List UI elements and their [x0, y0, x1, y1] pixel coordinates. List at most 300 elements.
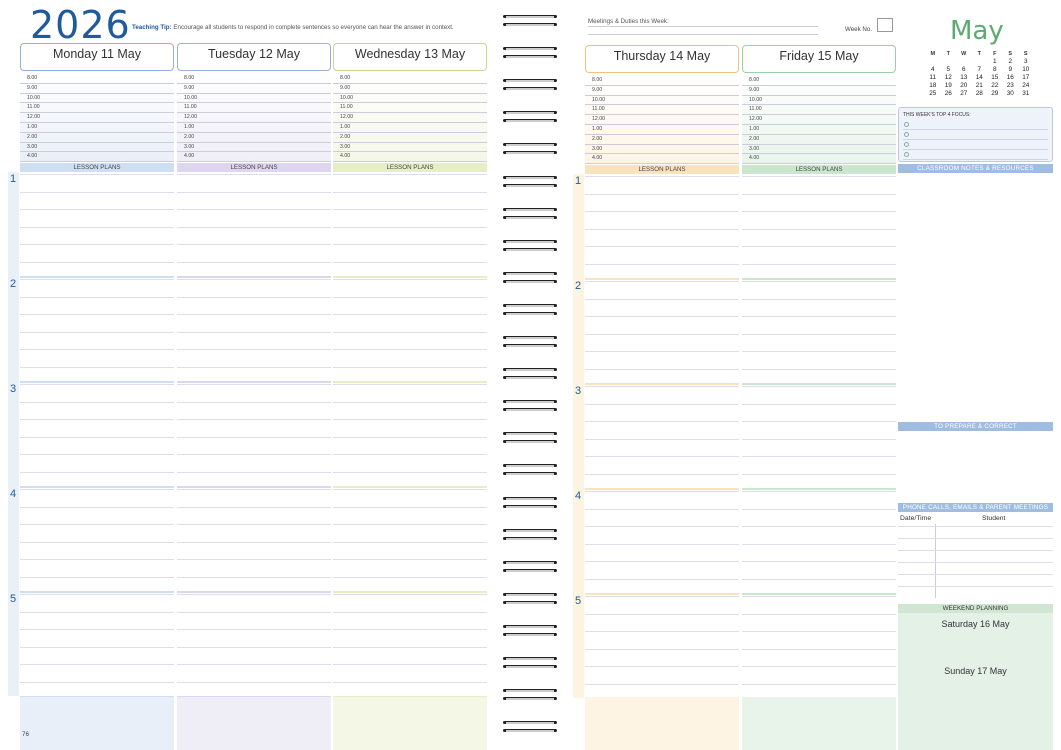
ruled-line: [20, 542, 174, 543]
binding-ring: [503, 176, 557, 188]
period-divider: [742, 593, 896, 595]
time-slot: 4.00: [333, 152, 487, 162]
ruled-line: [177, 437, 331, 438]
calendar-day[interactable]: 6: [961, 65, 966, 73]
calendar-day[interactable]: 7: [977, 65, 982, 73]
ruled-line: [585, 579, 739, 580]
ruled-line: [177, 192, 331, 193]
ruled-line: [20, 192, 174, 193]
sunday-label: Sunday 17 May: [944, 666, 1007, 676]
time-slot: 10.00: [742, 96, 896, 106]
calendar-day[interactable]: 30: [1006, 89, 1014, 97]
lesson-column: [585, 174, 739, 750]
ruled-line: [742, 211, 896, 212]
ruled-line: [20, 349, 174, 350]
focus-label: THIS WEEK'S TOP 4 FOCUS:: [903, 112, 971, 118]
calendar-day[interactable]: 11: [929, 73, 937, 81]
ruled-line: [177, 507, 331, 508]
ruled-line: [20, 262, 174, 263]
ruled-line: [20, 437, 174, 438]
binding-ring: [503, 561, 557, 573]
time-slot: 11.00: [742, 105, 896, 115]
time-slots: [20, 74, 174, 162]
column-footer: [333, 697, 487, 750]
ruled-line: [20, 419, 174, 420]
time-slot: 10.00: [585, 96, 739, 106]
week-no-box[interactable]: [877, 18, 893, 32]
ruled-line: [742, 421, 896, 422]
ruled-line: [20, 367, 174, 368]
binding-ring: [503, 529, 557, 541]
day-header: Thursday 14 May: [585, 45, 739, 73]
calendar-day[interactable]: 26: [944, 89, 952, 97]
calendar-day[interactable]: 29: [991, 89, 999, 97]
ruled-line: [585, 439, 739, 440]
ruled-line: [333, 664, 487, 665]
ruled-line: [742, 334, 896, 335]
ruled-line: [585, 264, 739, 265]
ruled-line: [333, 612, 487, 613]
ruled-line: [742, 176, 896, 177]
period-divider: [333, 591, 487, 593]
lesson-plans-label: LESSON PLANS: [20, 163, 174, 172]
period-divider: [177, 381, 331, 383]
focus-row[interactable]: [903, 150, 1048, 160]
calendar-day[interactable]: 27: [960, 89, 968, 97]
ruled-line: [333, 244, 487, 245]
lesson-plans-label: LESSON PLANS: [333, 163, 487, 172]
period-number: 2: [575, 280, 582, 292]
ruled-line: [177, 314, 331, 315]
phone-band: PHONE CALLS, EMAILS & PARENT MEETINGS: [898, 503, 1053, 512]
lesson-column: [333, 172, 487, 750]
time-slot: 9.00: [20, 84, 174, 94]
ruled-line: [177, 594, 331, 595]
ruled-line: [333, 402, 487, 403]
ruled-line: [177, 279, 331, 280]
ruled-line: [585, 334, 739, 335]
tip-text: Encourage all students to respond in complete sentences so everyone can hear the answer in context.: [173, 24, 454, 31]
period-divider: [177, 486, 331, 488]
ruled-line: [177, 454, 331, 455]
ruled-line: [585, 211, 739, 212]
ruled-line: [742, 351, 896, 352]
time-slot: 10.00: [333, 94, 487, 104]
day-header: Wednesday 13 May: [333, 43, 487, 71]
calendar-day[interactable]: [956, 57, 972, 65]
ruled-line: [585, 561, 739, 562]
time-slot: 9.00: [333, 84, 487, 94]
ruled-line: [333, 174, 487, 175]
calendar-day[interactable]: [972, 57, 988, 65]
calendar-day[interactable]: 16: [1006, 73, 1014, 81]
ruled-line: [177, 542, 331, 543]
ruled-line: [742, 596, 896, 597]
ruled-line: [20, 612, 174, 613]
time-slots: [333, 74, 487, 162]
focus-box: [898, 107, 1053, 162]
focus-row[interactable]: [903, 120, 1048, 130]
ruled-line: [742, 544, 896, 545]
calendar-day[interactable]: 22: [991, 81, 999, 89]
time-slot: 9.00: [585, 86, 739, 96]
period-number: 1: [10, 173, 17, 185]
period-number: 5: [10, 593, 17, 605]
ruled-line: [742, 649, 896, 650]
ruled-line: [742, 229, 896, 230]
focus-checkbox-icon[interactable]: [904, 142, 909, 147]
ruled-line: [20, 454, 174, 455]
calendar-day[interactable]: 18: [929, 81, 937, 89]
period-number: 4: [10, 488, 17, 500]
calendar-day[interactable]: 12: [944, 73, 952, 81]
teaching-tip: [132, 24, 454, 31]
time-slot: 12.00: [333, 113, 487, 123]
ruled-line: [333, 227, 487, 228]
ruled-line: [333, 367, 487, 368]
time-slot: 2.00: [333, 133, 487, 143]
weekday-header: W: [961, 51, 967, 57]
ruled-line: [585, 246, 739, 247]
ruled-line: [742, 666, 896, 667]
ruled-line: [333, 524, 487, 525]
time-slot: 12.00: [20, 113, 174, 123]
binding-ring: [503, 497, 557, 509]
ruled-line: [742, 614, 896, 615]
ruled-line: [20, 664, 174, 665]
period-divider: [585, 278, 739, 280]
time-slot: 3.00: [20, 143, 174, 153]
time-slot: 8.00: [585, 76, 739, 86]
day-header: Monday 11 May: [20, 43, 174, 71]
binding-ring: [503, 368, 557, 380]
period-divider: [333, 486, 487, 488]
binding-ring: [503, 47, 557, 59]
ruled-line: [177, 297, 331, 298]
ruled-line: [333, 279, 487, 280]
calendar-day[interactable]: 24: [1022, 81, 1030, 89]
calendar-day[interactable]: 28: [975, 89, 983, 97]
time-slot: 8.00: [20, 74, 174, 84]
binding-ring: [503, 689, 557, 701]
time-slot: 2.00: [20, 133, 174, 143]
weekday-header: F: [993, 51, 997, 57]
time-slot: 11.00: [333, 103, 487, 113]
time-slot: 12.00: [177, 113, 331, 123]
time-slot: 4.00: [585, 154, 739, 164]
calendar-day[interactable]: 4: [930, 65, 935, 73]
ruled-line: [585, 404, 739, 405]
ruled-line: [585, 351, 739, 352]
binding-ring: [503, 657, 557, 669]
calendar-day[interactable]: 20: [960, 81, 968, 89]
calendar-day[interactable]: 31: [1022, 89, 1030, 97]
time-slot: 1.00: [177, 123, 331, 133]
period-divider: [585, 593, 739, 595]
focus-list: [899, 120, 1052, 160]
period-number: 2: [10, 278, 17, 290]
focus-checkbox-icon[interactable]: [904, 132, 909, 137]
ruled-line: [585, 509, 739, 510]
period-number: 5: [575, 595, 582, 607]
ruled-line: [20, 174, 174, 175]
period-divider: [20, 486, 174, 488]
ruled-line: [177, 489, 331, 490]
ruled-line: [333, 192, 487, 193]
period-number: 1: [575, 175, 582, 187]
calendar-day[interactable]: [941, 57, 957, 65]
calendar-day[interactable]: 9: [1008, 65, 1013, 73]
ruled-line: [742, 369, 896, 370]
ruled-line: [585, 526, 739, 527]
phone-line: [898, 538, 1053, 539]
ruled-line: [742, 509, 896, 510]
calendar-day[interactable]: 14: [975, 73, 983, 81]
ruled-line: [177, 682, 331, 683]
period-gutter-right: [573, 174, 584, 698]
page-number-left: 76: [22, 731, 30, 738]
week-no-label: Week No.: [845, 26, 873, 33]
period-gutter-left: [8, 172, 19, 696]
calendar-day[interactable]: 23: [1006, 81, 1014, 89]
date-time-header: Date/Time: [900, 515, 932, 522]
time-slot: 1.00: [20, 123, 174, 133]
binding-ring: [503, 625, 557, 637]
lesson-column: [20, 172, 174, 750]
ruled-line: [20, 472, 174, 473]
weekday-header: T: [946, 51, 950, 57]
binding-ring: [503, 721, 557, 733]
ruled-line: [585, 316, 739, 317]
time-slot: 8.00: [177, 74, 331, 84]
ruled-line: [742, 491, 896, 492]
binding-ring: [503, 464, 557, 476]
ruled-line: [333, 437, 487, 438]
calendar-day[interactable]: 13: [960, 73, 968, 81]
ruled-line: [20, 314, 174, 315]
ruled-line: [333, 507, 487, 508]
saturday-label: Saturday 16 May: [941, 619, 1010, 629]
time-slot: 12.00: [585, 115, 739, 125]
time-slot: 1.00: [742, 125, 896, 135]
ruled-line: [177, 629, 331, 630]
binding-ring: [503, 272, 557, 284]
period-number: 3: [10, 383, 17, 395]
ruled-line: [20, 507, 174, 508]
focus-row[interactable]: [903, 130, 1048, 140]
ruled-line: [585, 281, 739, 282]
ruled-line: [333, 489, 487, 490]
time-slot: 11.00: [585, 105, 739, 115]
calendar-day[interactable]: 21: [975, 81, 983, 89]
ruled-line: [177, 367, 331, 368]
ruled-line: [585, 194, 739, 195]
time-slot: 4.00: [177, 152, 331, 162]
calendar-day[interactable]: 17: [1022, 73, 1030, 81]
ruled-line: [177, 174, 331, 175]
time-slot: 2.00: [742, 135, 896, 145]
column-footer: [742, 697, 896, 750]
calendar-day[interactable]: 3: [1023, 57, 1028, 65]
lesson-plans-label: LESSON PLANS: [585, 165, 739, 174]
period-divider: [20, 591, 174, 593]
binding-ring: [503, 432, 557, 444]
ruled-line: [742, 439, 896, 440]
ruled-line: [333, 577, 487, 578]
ruled-line: [585, 369, 739, 370]
column-footer: [585, 697, 739, 750]
time-slot: 9.00: [742, 86, 896, 96]
period-divider: [333, 276, 487, 278]
phone-line: [898, 550, 1053, 551]
ruled-line: [177, 384, 331, 385]
phone-line: [898, 526, 1053, 527]
time-slot: 4.00: [742, 154, 896, 164]
ruled-line: [742, 264, 896, 265]
ruled-line: [177, 262, 331, 263]
classroom-notes-band: CLASSROOM NOTES & RESOURCES: [898, 164, 1053, 173]
ruled-line: [20, 279, 174, 280]
ruled-line: [177, 612, 331, 613]
time-slot: 8.00: [742, 76, 896, 86]
time-slots: [742, 76, 896, 164]
ruled-line: [20, 384, 174, 385]
binding-ring: [503, 111, 557, 123]
time-slot: 2.00: [177, 133, 331, 143]
ruled-line: [585, 596, 739, 597]
binding-ring: [503, 143, 557, 155]
ruled-line: [585, 386, 739, 387]
column-footer: [20, 697, 174, 750]
ruled-line: [585, 491, 739, 492]
ruled-line: [20, 629, 174, 630]
ruled-line: [20, 577, 174, 578]
ruled-line: [333, 349, 487, 350]
ruled-line: [585, 299, 739, 300]
time-slot: 12.00: [742, 115, 896, 125]
calendar-day[interactable]: 5: [946, 65, 951, 73]
period-divider: [742, 383, 896, 385]
binding-ring: [503, 79, 557, 91]
calendar-day[interactable]: 25: [929, 89, 937, 97]
month-title: May: [950, 16, 1004, 46]
time-slots: [177, 74, 331, 162]
ruled-line: [585, 614, 739, 615]
ruled-line: [585, 229, 739, 230]
ruled-line: [333, 542, 487, 543]
period-number: 4: [575, 490, 582, 502]
period-divider: [742, 488, 896, 490]
weekend-band: WEEKEND PLANNING: [898, 604, 1053, 613]
ruled-line: [333, 209, 487, 210]
ruled-line: [177, 209, 331, 210]
ruled-line: [333, 594, 487, 595]
period-divider: [20, 276, 174, 278]
ruled-line: [177, 419, 331, 420]
ruled-line: [742, 579, 896, 580]
binding-ring: [503, 336, 557, 348]
ruled-line: [585, 474, 739, 475]
lesson-plans-label: LESSON PLANS: [742, 165, 896, 174]
ruled-line: [333, 419, 487, 420]
ruled-line: [177, 349, 331, 350]
time-slot: 11.00: [20, 103, 174, 113]
prepare-band: TO PREPARE & CORRECT: [898, 422, 1053, 431]
ruled-line: [585, 456, 739, 457]
weekday-header: M: [930, 51, 936, 57]
calendar-day[interactable]: 1: [992, 57, 997, 65]
binding-ring: [503, 15, 557, 27]
lesson-plans-label: LESSON PLANS: [177, 163, 331, 172]
time-slot: 11.00: [177, 103, 331, 113]
year-heading: 2026: [30, 3, 131, 47]
ruled-line: [742, 561, 896, 562]
weekday-header: S: [1008, 51, 1013, 57]
ruled-line: [333, 314, 487, 315]
ruled-line: [20, 244, 174, 245]
ruled-line: [333, 454, 487, 455]
period-divider: [20, 381, 174, 383]
ruled-line: [585, 631, 739, 632]
calendar-day[interactable]: 19: [944, 81, 952, 89]
period-divider: [585, 488, 739, 490]
binding-ring: [503, 400, 557, 412]
binding-ring: [503, 593, 557, 605]
calendar-day[interactable]: 8: [992, 65, 997, 73]
ruled-line: [20, 594, 174, 595]
ruled-line: [177, 577, 331, 578]
ruled-line: [177, 647, 331, 648]
column-footer: [177, 697, 331, 750]
calendar-day[interactable]: 2: [1008, 57, 1013, 65]
period-divider: [333, 381, 487, 383]
calendar-day[interactable]: 10: [1022, 65, 1030, 73]
ruled-line: [177, 664, 331, 665]
ruled-line: [177, 244, 331, 245]
period-divider: [177, 591, 331, 593]
focus-checkbox-icon[interactable]: [904, 152, 909, 157]
period-divider: [177, 276, 331, 278]
time-slot: 2.00: [585, 135, 739, 145]
ruled-line: [333, 682, 487, 683]
calendar-day[interactable]: 15: [991, 73, 999, 81]
day-header: Tuesday 12 May: [177, 43, 331, 71]
ruled-line: [20, 227, 174, 228]
period-divider: [742, 278, 896, 280]
ruled-line: [20, 489, 174, 490]
time-slot: 3.00: [742, 145, 896, 155]
ruled-line: [177, 559, 331, 560]
ruled-line: [20, 332, 174, 333]
ruled-line: [333, 559, 487, 560]
focus-row[interactable]: [903, 140, 1048, 150]
ruled-line: [333, 647, 487, 648]
ruled-line: [742, 281, 896, 282]
ruled-line: [177, 524, 331, 525]
tip-label: Teaching Tip:: [132, 24, 172, 31]
ruled-line: [333, 332, 487, 333]
ruled-line: [742, 299, 896, 300]
calendar-day[interactable]: [925, 57, 941, 65]
ruled-line: [177, 402, 331, 403]
focus-checkbox-icon[interactable]: [904, 122, 909, 127]
time-slot: 3.00: [333, 143, 487, 153]
ruled-line: [333, 629, 487, 630]
ruled-line: [742, 684, 896, 685]
binding-ring: [503, 304, 557, 316]
phone-line: [898, 586, 1053, 587]
ruled-line: [177, 472, 331, 473]
